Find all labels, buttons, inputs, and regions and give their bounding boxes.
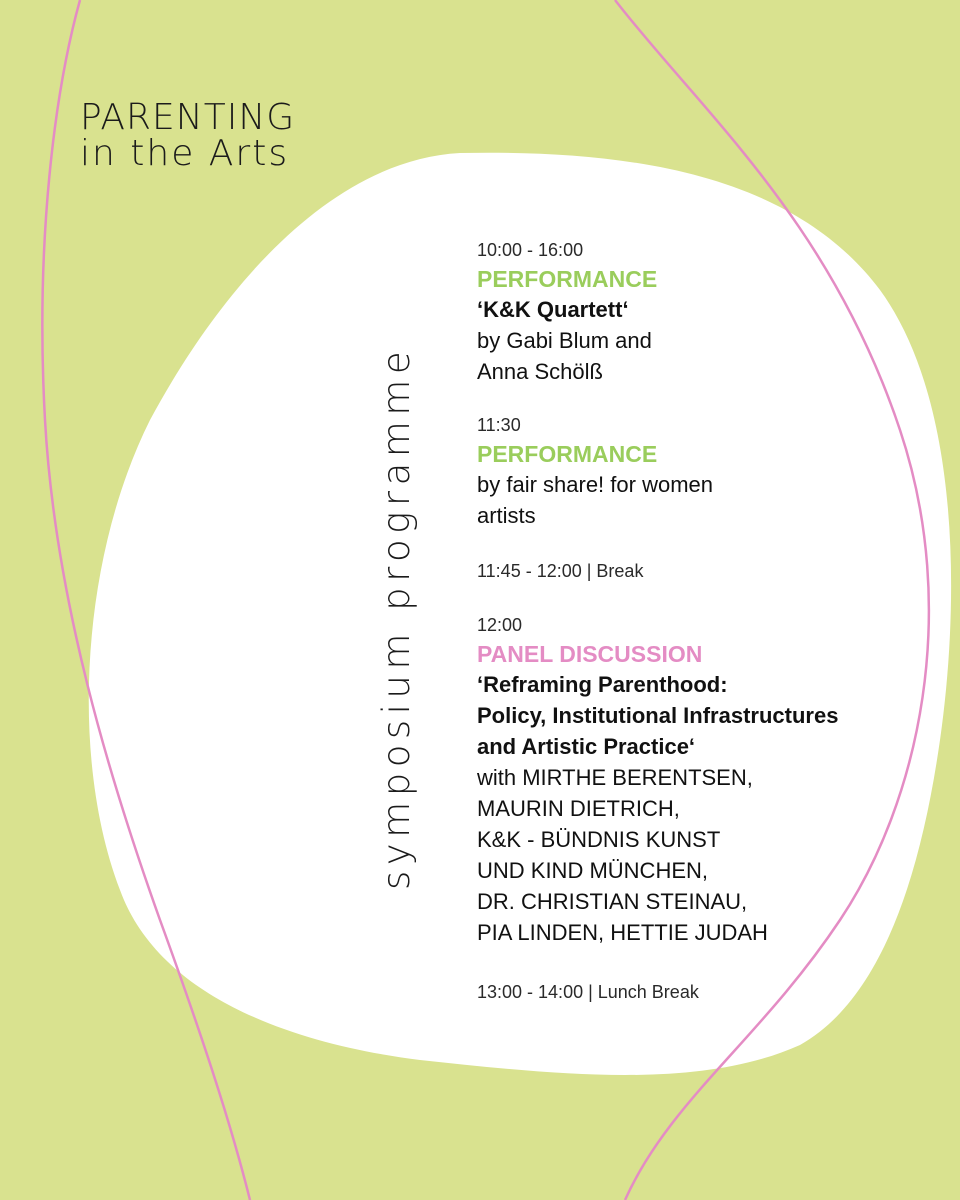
item-work-title: Policy, Institutional Infrastructures <box>477 703 839 728</box>
item-desc-line: by Gabi Blum and <box>477 328 652 353</box>
title-line-in-the-arts: in the Arts <box>80 133 290 174</box>
item-work-title: and Artistic Practice‘ <box>477 734 696 759</box>
item-time: 10:00 - 16:00 <box>477 240 584 260</box>
programme-lunch-break: 13:00 - 14:00 | Lunch Break <box>477 982 699 1002</box>
item-desc-line: by fair share! for women <box>477 472 713 497</box>
item-kind: PERFORMANCE <box>477 266 658 292</box>
programme-item-performance-quartett <box>477 236 947 387</box>
symposium-programme-label: symposium programme <box>375 345 418 890</box>
programme-break: 11:45 - 12:00 | Break <box>477 561 644 581</box>
item-work-title: ‘K&K Quartett‘ <box>477 297 629 322</box>
poster-title <box>80 97 296 174</box>
item-desc-line: PIA LINDEN, HETTIE JUDAH <box>477 920 768 945</box>
item-desc-line: Anna Schölß <box>477 359 603 384</box>
item-desc-line: MAURIN DIETRICH, <box>477 796 680 821</box>
title-line-parenting: PARENTING <box>80 97 296 138</box>
item-desc-line: with MIRTHE BERENTSEN, <box>477 765 753 790</box>
item-kind: PERFORMANCE <box>477 441 658 467</box>
item-work-title: ‘Reframing Parenthood: <box>477 672 728 697</box>
programme-list <box>477 236 947 1006</box>
item-time: 12:00 <box>477 615 523 635</box>
item-time: 11:30 <box>477 415 521 435</box>
item-desc-line: artists <box>477 503 536 528</box>
programme-item-performance-fair-share <box>477 411 947 531</box>
item-desc-line: K&K - BÜNDNIS KUNST <box>477 827 721 852</box>
programme-item-panel-discussion <box>477 611 947 948</box>
item-kind: PANEL DISCUSSION <box>477 641 703 667</box>
item-desc-line: UND KIND MÜNCHEN, <box>477 858 708 883</box>
item-desc-line: DR. CHRISTIAN STEINAU, <box>477 889 748 914</box>
